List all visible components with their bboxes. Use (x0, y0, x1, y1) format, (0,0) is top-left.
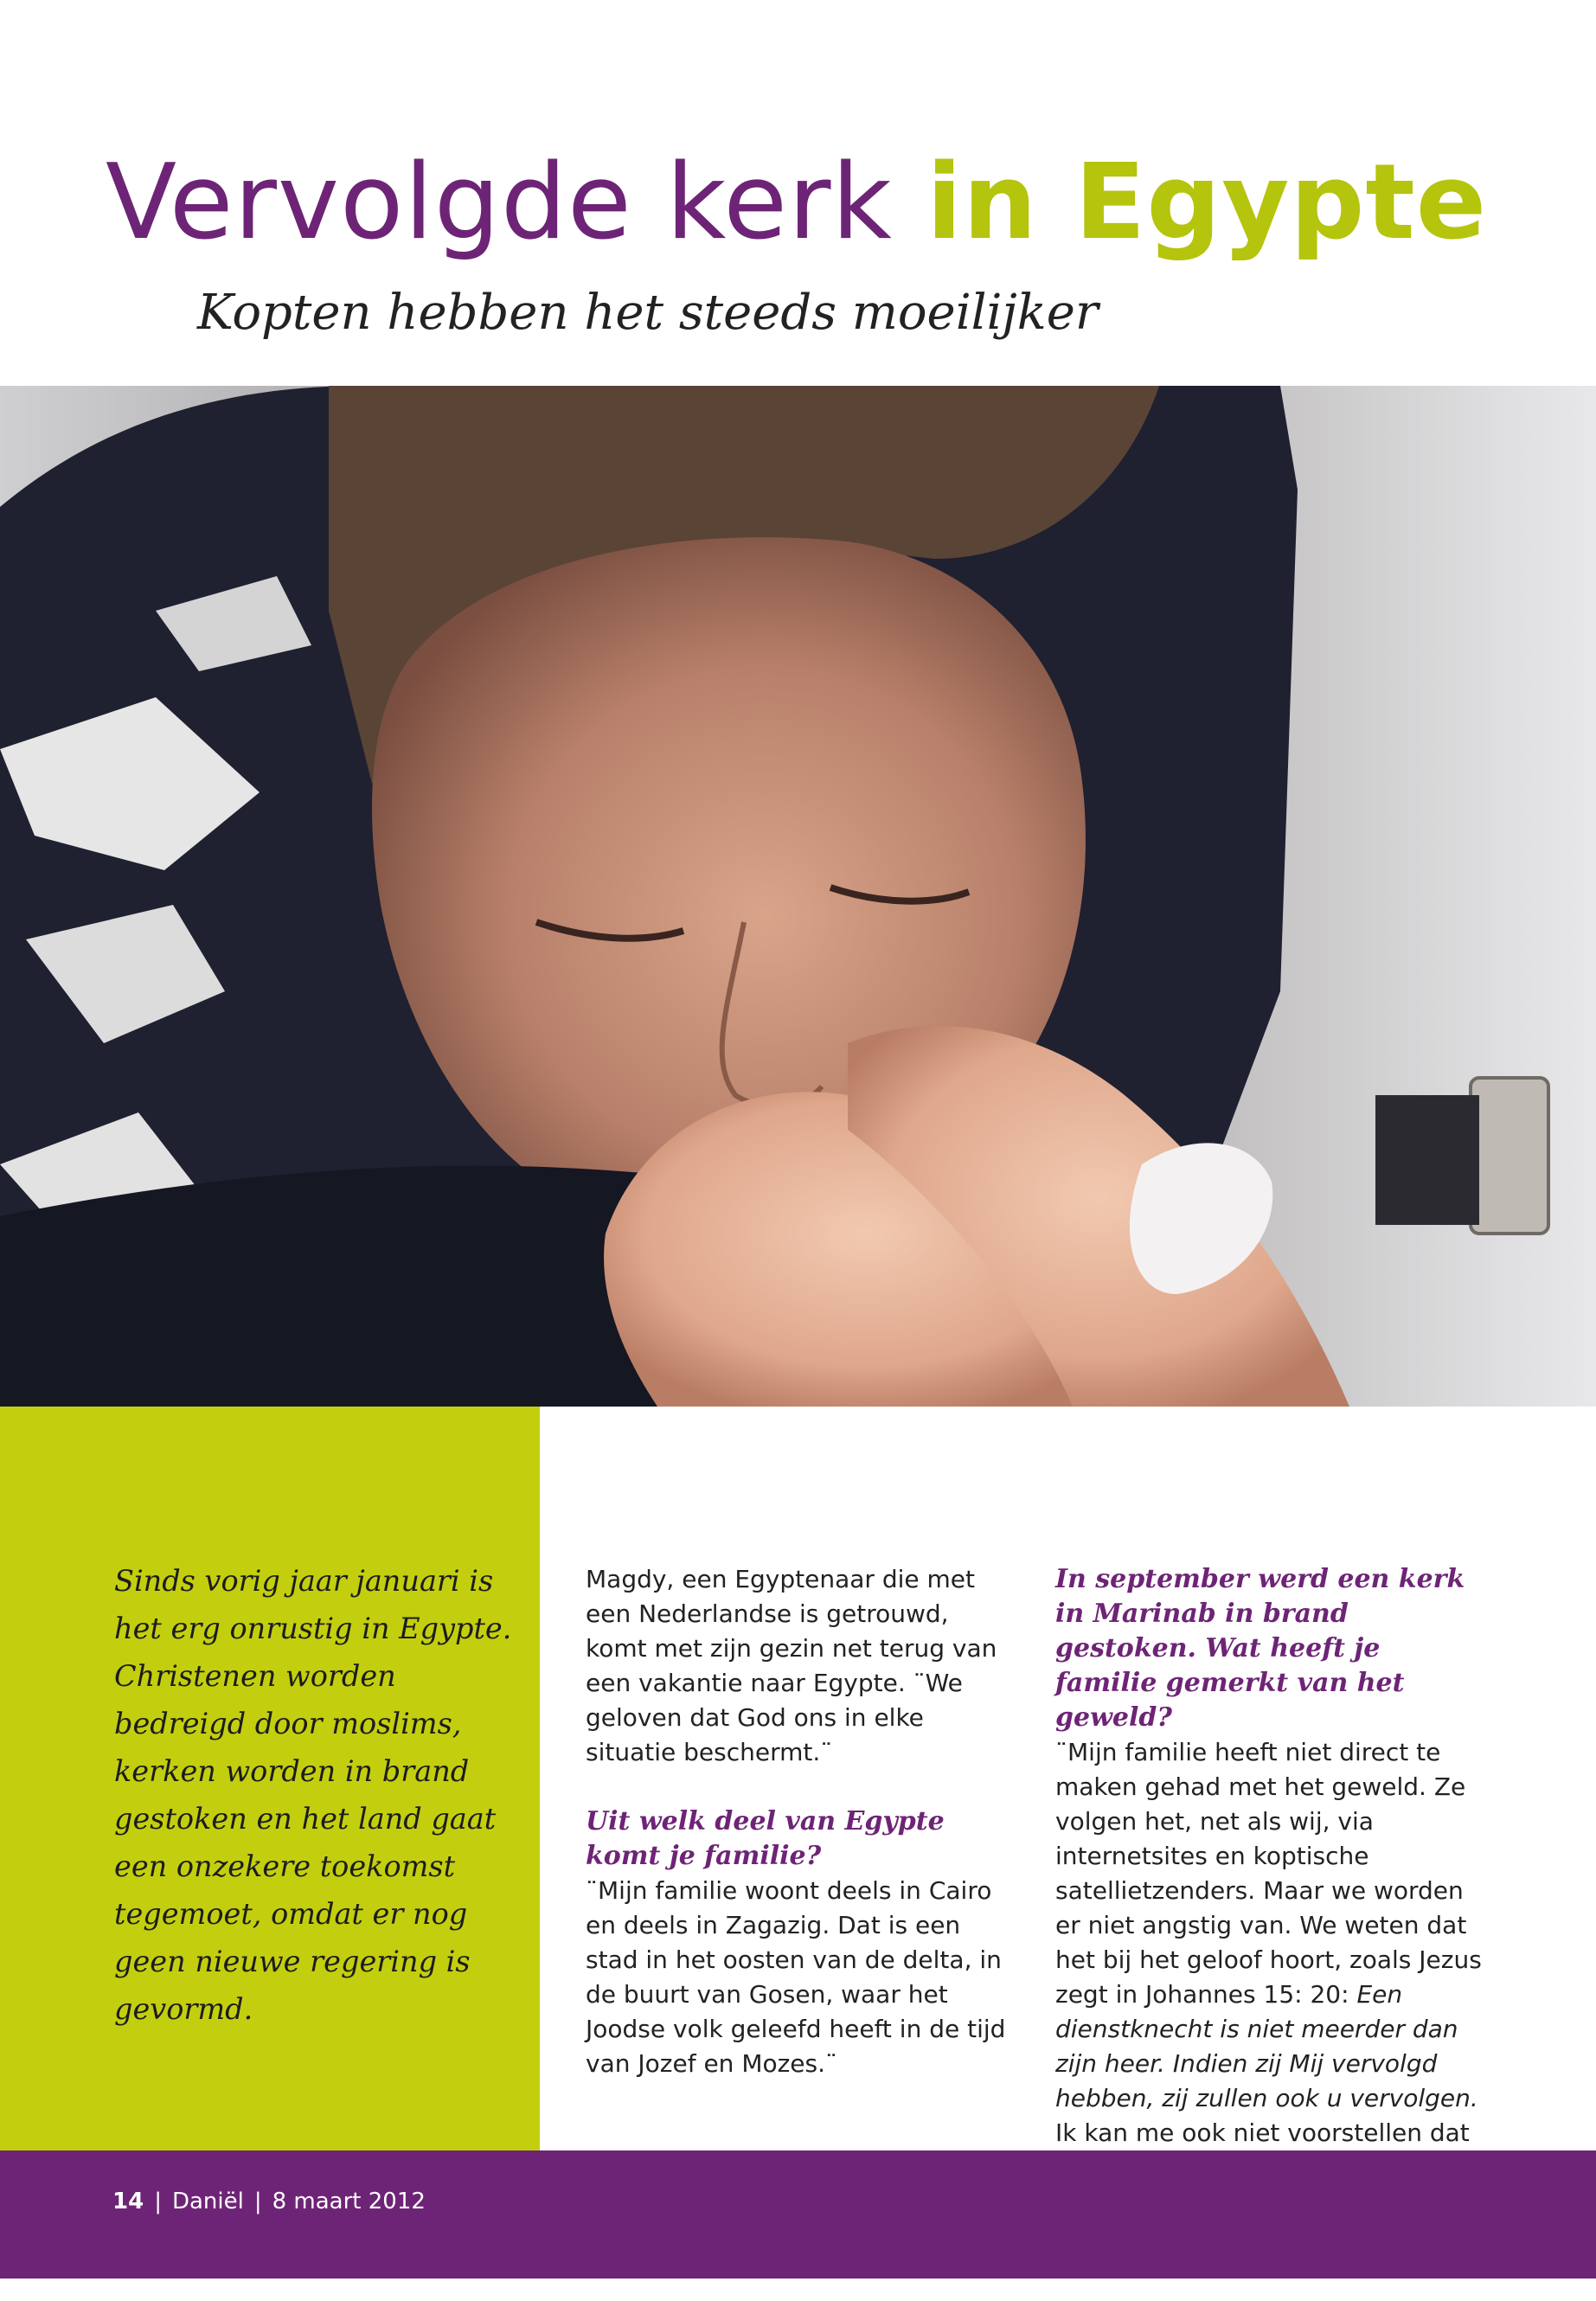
article-title-part1: Vervolgde kerk (106, 143, 927, 263)
article-column-3 (1055, 1562, 1488, 2185)
page-number: 14 (112, 2189, 144, 2214)
footer-text (112, 2186, 426, 2217)
publication-name: Daniël (171, 2189, 244, 2214)
answer2-start: ¨Mijn familie heeft niet direct te maken gehad met het geweld. Ze volgen het, net als wij, via internetsites en koptische satellietzenders. Maar we worden er niet angstig van. We weten dat het bij het geloof hoort, zoals Jezus zegt in Johannes 15: 20: (1055, 1738, 1482, 2009)
article-column-2 (586, 1562, 1008, 2081)
bible-quote: Een dienstknecht is niet meerder dan zijn heer. Indien zij Mij vervolgd hebben, zij zullen ook u vervolgen. (1055, 1980, 1478, 2112)
interview-question-2: In september werd een kerk in Marinab in brand gestoken. Wat heeft je familie gemerkt van het geweld? (1055, 1564, 1465, 1733)
answer2-end: Ik kan me ook niet voorstellen dat (1055, 2118, 1470, 2147)
article-title (106, 138, 1487, 268)
footer-separator: | (253, 2189, 262, 2214)
interview-answer-1: ¨Mijn familie woont deels in Cairo en deels in Zagazig. Dat is een stad in het oosten van de delta, in de buurt van Gosen, waar het Joodse volk geleefd heeft in de tijd van Jozef en Mozes.¨ (586, 1876, 1006, 2078)
column2-paragraph: Magdy, een Egyptenaar die met een Nederlandse is getrouwd, komt met zijn gezin net terug van een vakantie naar Egypte. ¨We geloven dat God ons in elke situatie beschermt.¨ (586, 1565, 997, 1766)
footer-separator: | (154, 2189, 162, 2214)
article-subtitle: Kopten hebben het steeds moeilijker (197, 285, 1099, 341)
intro-text: Sinds vorig jaar januari is het erg onrustig in Egypte. Christenen worden bedreigd door moslims, kerken worden in brand gestoken en het land gaat een onzekere toekomst tegemoet, omdat er nog geen nieuwe regering is gevormd. (114, 1564, 512, 2026)
article-title-part2: in Egypte (926, 143, 1488, 263)
publication-date: 8 maart 2012 (272, 2189, 426, 2214)
interview-question-1: Uit welk deel van Egypte komt je familie? (586, 1806, 945, 1871)
interview-answer-2 (1055, 1735, 1488, 2185)
article-photo (0, 386, 1596, 1407)
